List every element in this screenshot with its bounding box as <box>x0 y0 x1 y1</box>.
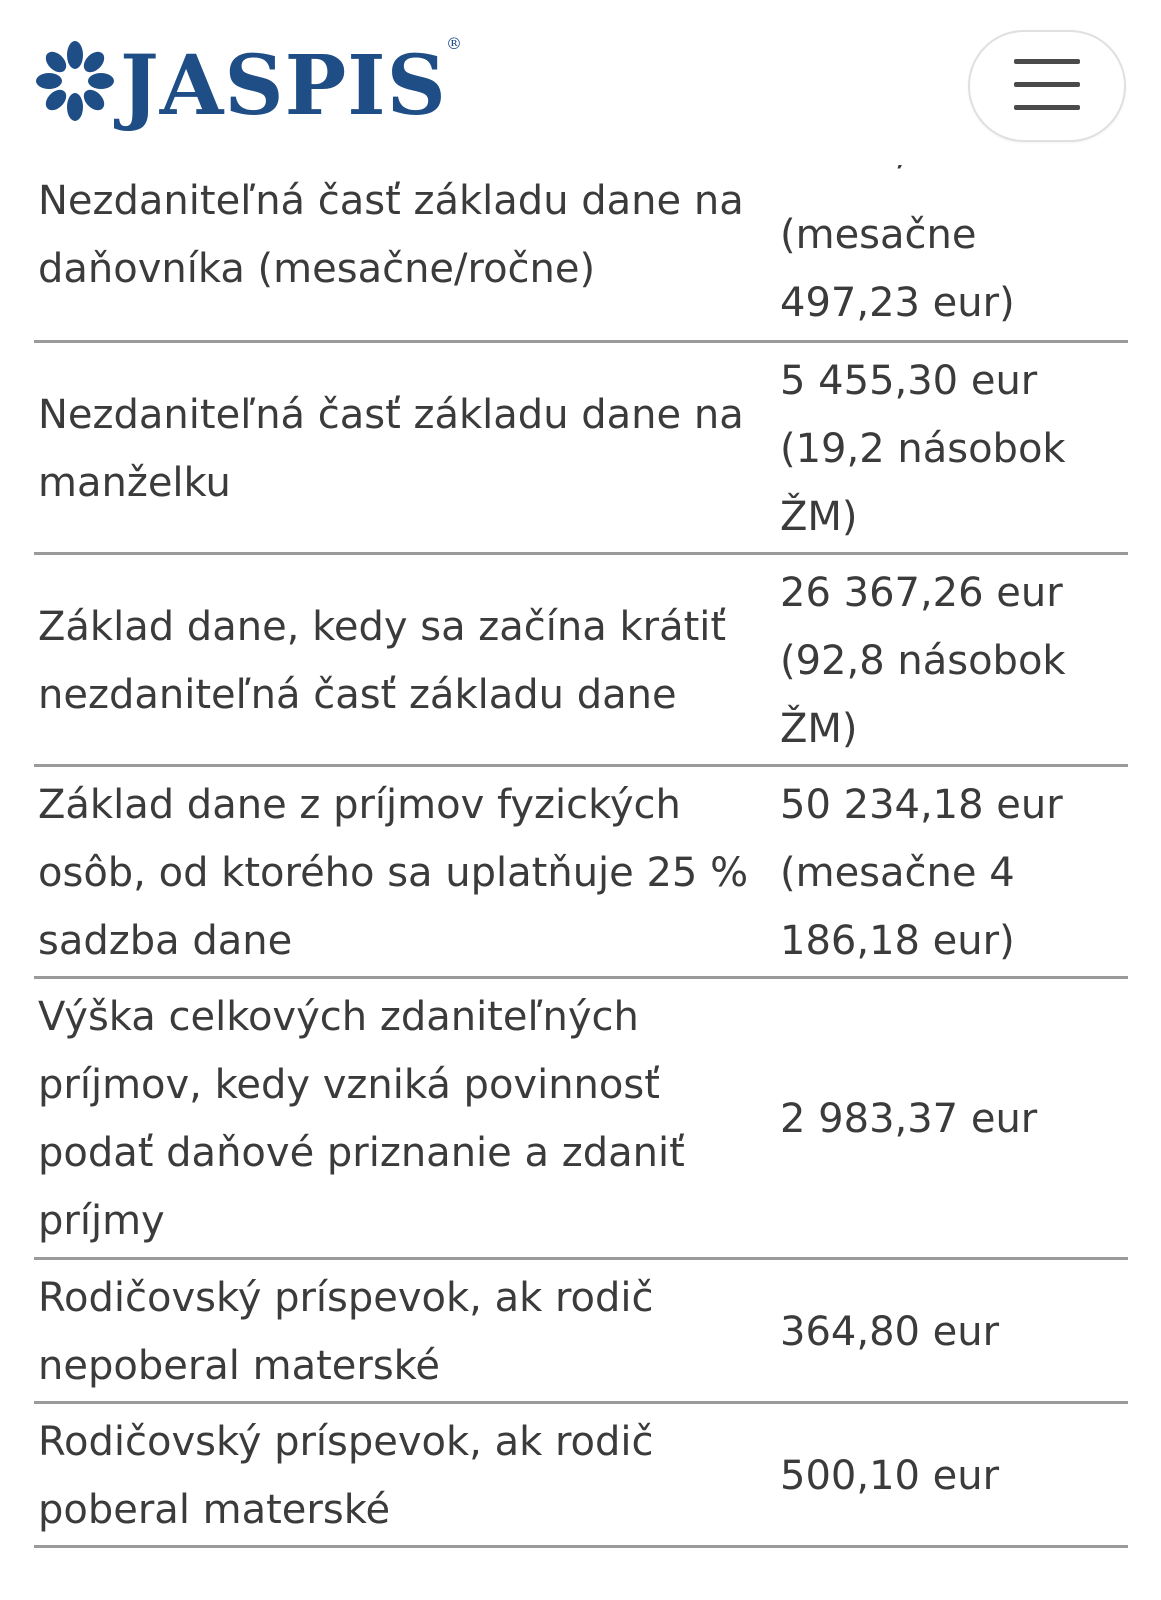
row-value: 5 455,30 eur (19,2 násobok ŽM) <box>780 358 1066 540</box>
row-label: Rodičovský príspevok, ak rodič poberal materské <box>38 1419 654 1533</box>
row-value: (mesačne 497,23 eur) <box>780 212 1015 326</box>
brand-name[interactable]: JASPIS <box>120 38 447 134</box>
registered-mark: ® <box>446 34 462 53</box>
table-row <box>34 1404 1128 1548</box>
row-label: Výška celkových zdaniteľných príjmov, kedy vzniká povinnosť podať daňové priznanie a zdaniť príjmy <box>38 994 685 1244</box>
row-label: Nezdaniteľná časť základu dane na daňovníka (mesačne/ročne) <box>38 178 744 292</box>
site-header <box>0 0 1161 165</box>
hamburger-menu-icon <box>1014 59 1080 64</box>
table-row <box>34 343 1128 555</box>
hamburger-menu-icon <box>1014 82 1080 87</box>
row-value: 2 983,37 eur <box>780 1096 1038 1142</box>
table-row <box>34 140 1128 343</box>
row-label: Nezdaniteľná časť základu dane na manželku <box>38 392 744 506</box>
hamburger-menu-icon <box>1014 105 1080 110</box>
table-row <box>34 979 1128 1260</box>
row-value: 500,10 eur <box>780 1453 1000 1499</box>
jaspis-logo-icon[interactable] <box>36 38 114 128</box>
row-label: Rodičovský príspevok, ak rodič nepoberal materské <box>38 1275 654 1389</box>
menu-button[interactable] <box>968 30 1126 142</box>
table-row <box>34 767 1128 979</box>
table-row <box>34 1260 1128 1404</box>
row-value: 50 234,18 eur (mesačne 4 186,18 eur) <box>780 782 1063 964</box>
row-value: 364,80 eur <box>780 1309 1000 1355</box>
table-row <box>34 555 1128 767</box>
row-value: 26 367,26 eur (92,8 násobok ŽM) <box>780 570 1066 752</box>
row-label: Základ dane, kedy sa začína krátiť nezdaniteľná časť základu dane <box>38 604 727 718</box>
row-label: Základ dane z príjmov fyzických osôb, od ktorého sa uplatňuje 25 % sadzba dane <box>38 782 749 964</box>
